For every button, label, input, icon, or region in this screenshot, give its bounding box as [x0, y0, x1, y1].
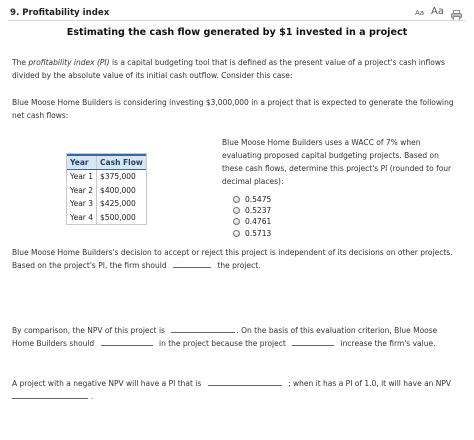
pi-option[interactable]: [233, 216, 271, 227]
pi-options: [233, 194, 271, 239]
npv-value-dropdown[interactable]: [171, 324, 235, 333]
decision-text-end: the project.: [217, 261, 261, 270]
table-row: [67, 211, 146, 225]
decision-paragraph: [12, 246, 464, 272]
table-cell-year: Year 4: [70, 212, 94, 222]
pi-question: Blue Moose Home Builders uses a WACC of 7% when evaluating proposed capital budgeting projects. Based on these cash flows, determine this project's PI (rounded to four decimal places):: [222, 138, 452, 186]
table-header-year: Year: [67, 155, 97, 170]
negative-npv-text: A project with a negative NPV will have a PI that is: [12, 379, 202, 388]
pi-comparison-dropdown[interactable]: [208, 377, 282, 386]
npv-text-5: increase the firm's value.: [340, 339, 436, 348]
question-number: 9. Profitability index: [10, 8, 110, 18]
table-cell-cash-flow: $400,000: [97, 184, 146, 198]
text-size-small-button[interactable]: Aa: [414, 9, 425, 17]
decision-text: Blue Moose Home Builders's decision to accept or reject this project is independent of its decisions on other projects. Based on the project's PI, the firm should: [12, 248, 453, 270]
pi-option-label: 0.4761: [245, 217, 272, 227]
npv-text-3: Home Builders should: [12, 339, 95, 348]
case-paragraph: Blue Moose Home Builders is considering investing $3,000,000 in a project that is expected to generate the following net cash flows:: [12, 98, 454, 120]
cash-flow-table: [66, 153, 147, 225]
radio-button-icon[interactable]: [233, 218, 240, 225]
pi-option-label: 0.5237: [245, 206, 272, 216]
table-cell-year: Year 3: [70, 199, 94, 209]
npv-text-2: . On the basis of this evaluation criterion, Blue Moose: [236, 326, 438, 335]
table-header-cash-flow: Cash Flow: [97, 155, 146, 170]
table-cell-year: Year 2: [70, 185, 94, 195]
text-size-large-button[interactable]: Aa: [431, 6, 444, 17]
table-cell-year: Year 1: [70, 172, 94, 182]
decision-dropdown[interactable]: [173, 259, 211, 268]
pi-option[interactable]: [233, 194, 271, 205]
radio-button-icon[interactable]: [233, 207, 240, 214]
npv-text: By comparison, the NPV of this project is: [12, 326, 165, 335]
table-cell-cash-flow: $375,000: [97, 170, 146, 184]
negative-npv-text-2: ; when it has a PI of 1.0, it will have an NPV: [288, 379, 452, 388]
table-row: [67, 170, 146, 184]
npv-at-pi-one-dropdown[interactable]: [12, 390, 88, 399]
pi-option-label: 0.5713: [245, 228, 272, 238]
header-divider: [8, 20, 466, 21]
page-title: Estimating the cash flow generated by $1 invested in a project: [66, 27, 408, 38]
table-cell-cash-flow: $425,000: [97, 197, 146, 211]
intro-term: profitability index (PI): [28, 58, 110, 67]
negative-npv-paragraph: [12, 377, 464, 403]
npv-effect-dropdown[interactable]: [292, 337, 334, 346]
npv-action-dropdown[interactable]: [101, 337, 153, 346]
radio-button-icon[interactable]: [233, 230, 240, 237]
toolbar: [415, 6, 462, 17]
table-row: [67, 197, 146, 211]
intro-suffix: is a capital budgeting tool that is defined as the present value of a project's cash inflows divided by the absolute value of its initial cash outflow. Consider this case:: [12, 58, 445, 80]
negative-npv-text-3: .: [91, 392, 94, 401]
pi-option-label: 0.5475: [245, 195, 272, 205]
print-icon[interactable]: [451, 6, 462, 17]
table-row: [67, 184, 146, 198]
table-cell-cash-flow: $500,000: [97, 211, 146, 225]
npv-paragraph: [12, 324, 464, 350]
pi-option[interactable]: [233, 228, 271, 239]
radio-button-icon[interactable]: [233, 196, 240, 203]
pi-option[interactable]: [233, 205, 271, 216]
npv-text-4: in the project because the project: [158, 339, 286, 348]
intro-paragraph: [12, 56, 464, 82]
intro-prefix: The: [12, 58, 29, 67]
